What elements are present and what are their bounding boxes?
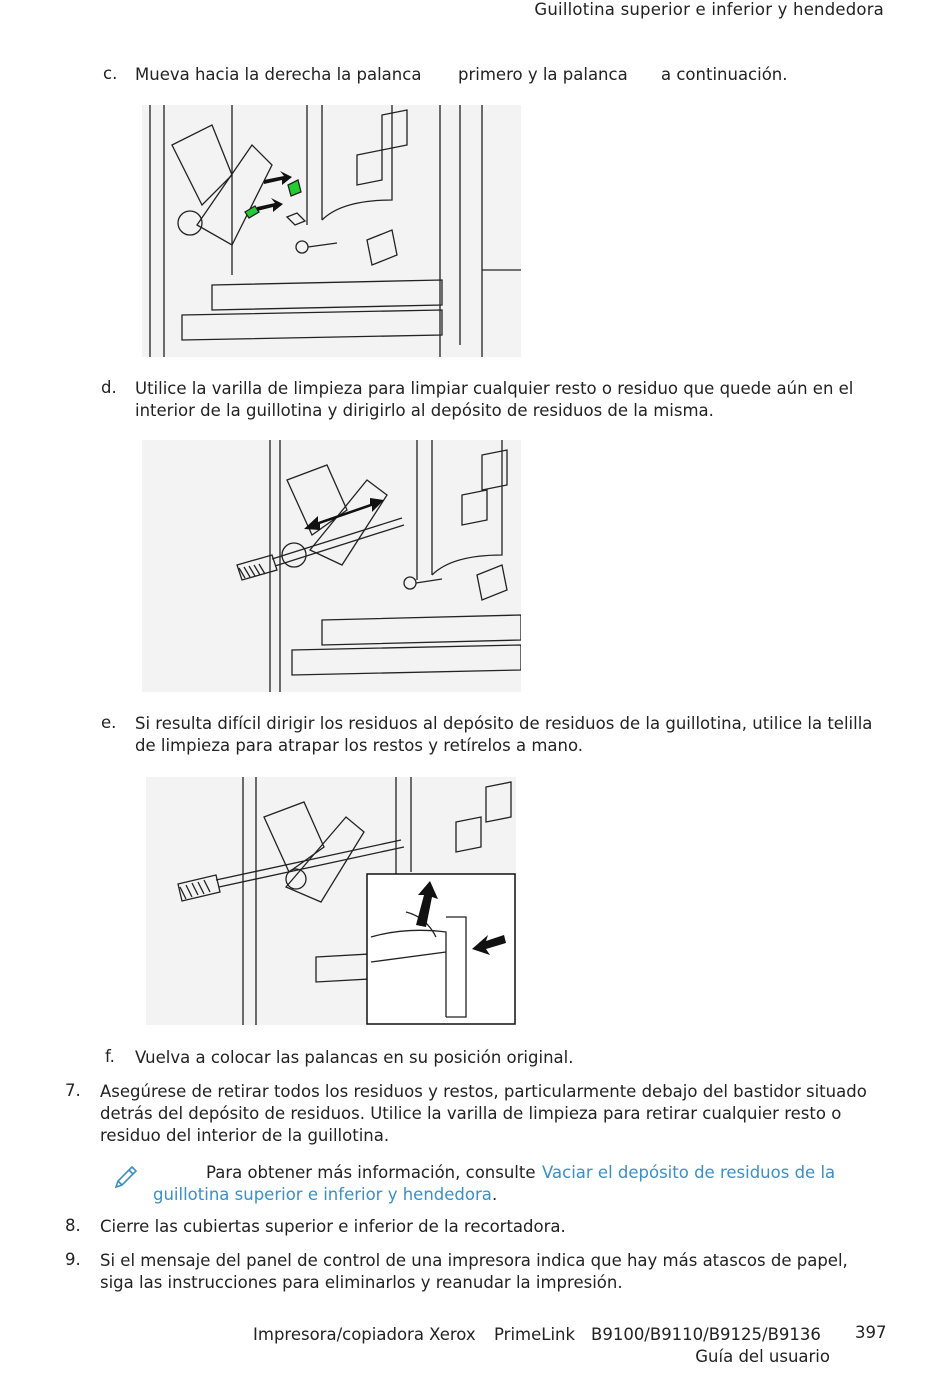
step-d-line-1: Utilice la varilla de limpieza para limpiar cualquier resto o residuo que quede aún en el	[135, 379, 854, 398]
footer-product-1: Impresora/copiadora Xerox	[253, 1325, 476, 1344]
step-d-line-2: interior de la guillotina y dirigirlo al depósito de residuos de la misma.	[135, 401, 714, 420]
step-f-label: f.	[105, 1047, 115, 1066]
pencil-icon	[112, 1163, 140, 1191]
step-e-line-1: Si resulta difícil dirigir los residuos al depósito de residuos de la guillotina, utilice la telilla	[135, 714, 873, 733]
step-e-line-2: de limpieza para atrapar los restos y retírelos a mano.	[135, 736, 584, 755]
step-9-line-2: siga las instrucciones para eliminarlos y reanudar la impresión.	[100, 1273, 623, 1292]
figure-cleaning-rod	[142, 440, 521, 692]
note-link-line-1[interactable]: Vaciar el depósito de residuos de la	[542, 1163, 836, 1182]
step-e-label: e.	[101, 713, 117, 732]
step-d-label: d.	[101, 378, 117, 397]
footer-product-3: B9100/B9110/B9125/B9136	[591, 1325, 821, 1344]
footer-product-2: PrimeLink	[494, 1325, 576, 1344]
step-7-line-1: Asegúrese de retirar todos los residuos y restos, particularmente debajo del bastidor situado	[100, 1082, 867, 1101]
step-c-text-3: a continuación.	[661, 65, 788, 84]
step-f-text: Vuelva a colocar las palancas en su posición original.	[135, 1048, 574, 1067]
step-c-text-1: Mueva hacia la derecha la palanca	[135, 65, 422, 84]
step-9-label: 9.	[65, 1250, 81, 1269]
page-header-title: Guillotina superior e inferior y hendedora	[534, 0, 884, 19]
figure-levers-move-right	[142, 105, 521, 357]
note-suffix: .	[492, 1185, 498, 1204]
note-prefix: Para obtener más información, consulte	[206, 1163, 536, 1182]
step-9-line-1: Si el mensaje del panel de control de una impresora indica que hay más atascos de papel,	[100, 1251, 848, 1270]
step-8-label: 8.	[65, 1216, 81, 1235]
step-7-line-3: residuo del interior de la guillotina.	[100, 1126, 390, 1145]
step-7-line-2: detrás del depósito de residuos. Utilice la varilla de limpieza para retirar cualquier resto o	[100, 1104, 842, 1123]
figure-cleaning-cloth	[146, 777, 516, 1025]
step-7-label: 7.	[65, 1081, 81, 1100]
step-8-text: Cierre las cubiertas superior e inferior de la recortadora.	[100, 1217, 566, 1236]
footer-guide: Guía del usuario	[695, 1347, 830, 1366]
step-c-label: c.	[103, 64, 118, 83]
page-number: 397	[855, 1323, 887, 1342]
note-link-line-2[interactable]: guillotina superior e inferior y hendedora	[153, 1185, 492, 1204]
step-c-text-2: primero y la palanca	[458, 65, 628, 84]
